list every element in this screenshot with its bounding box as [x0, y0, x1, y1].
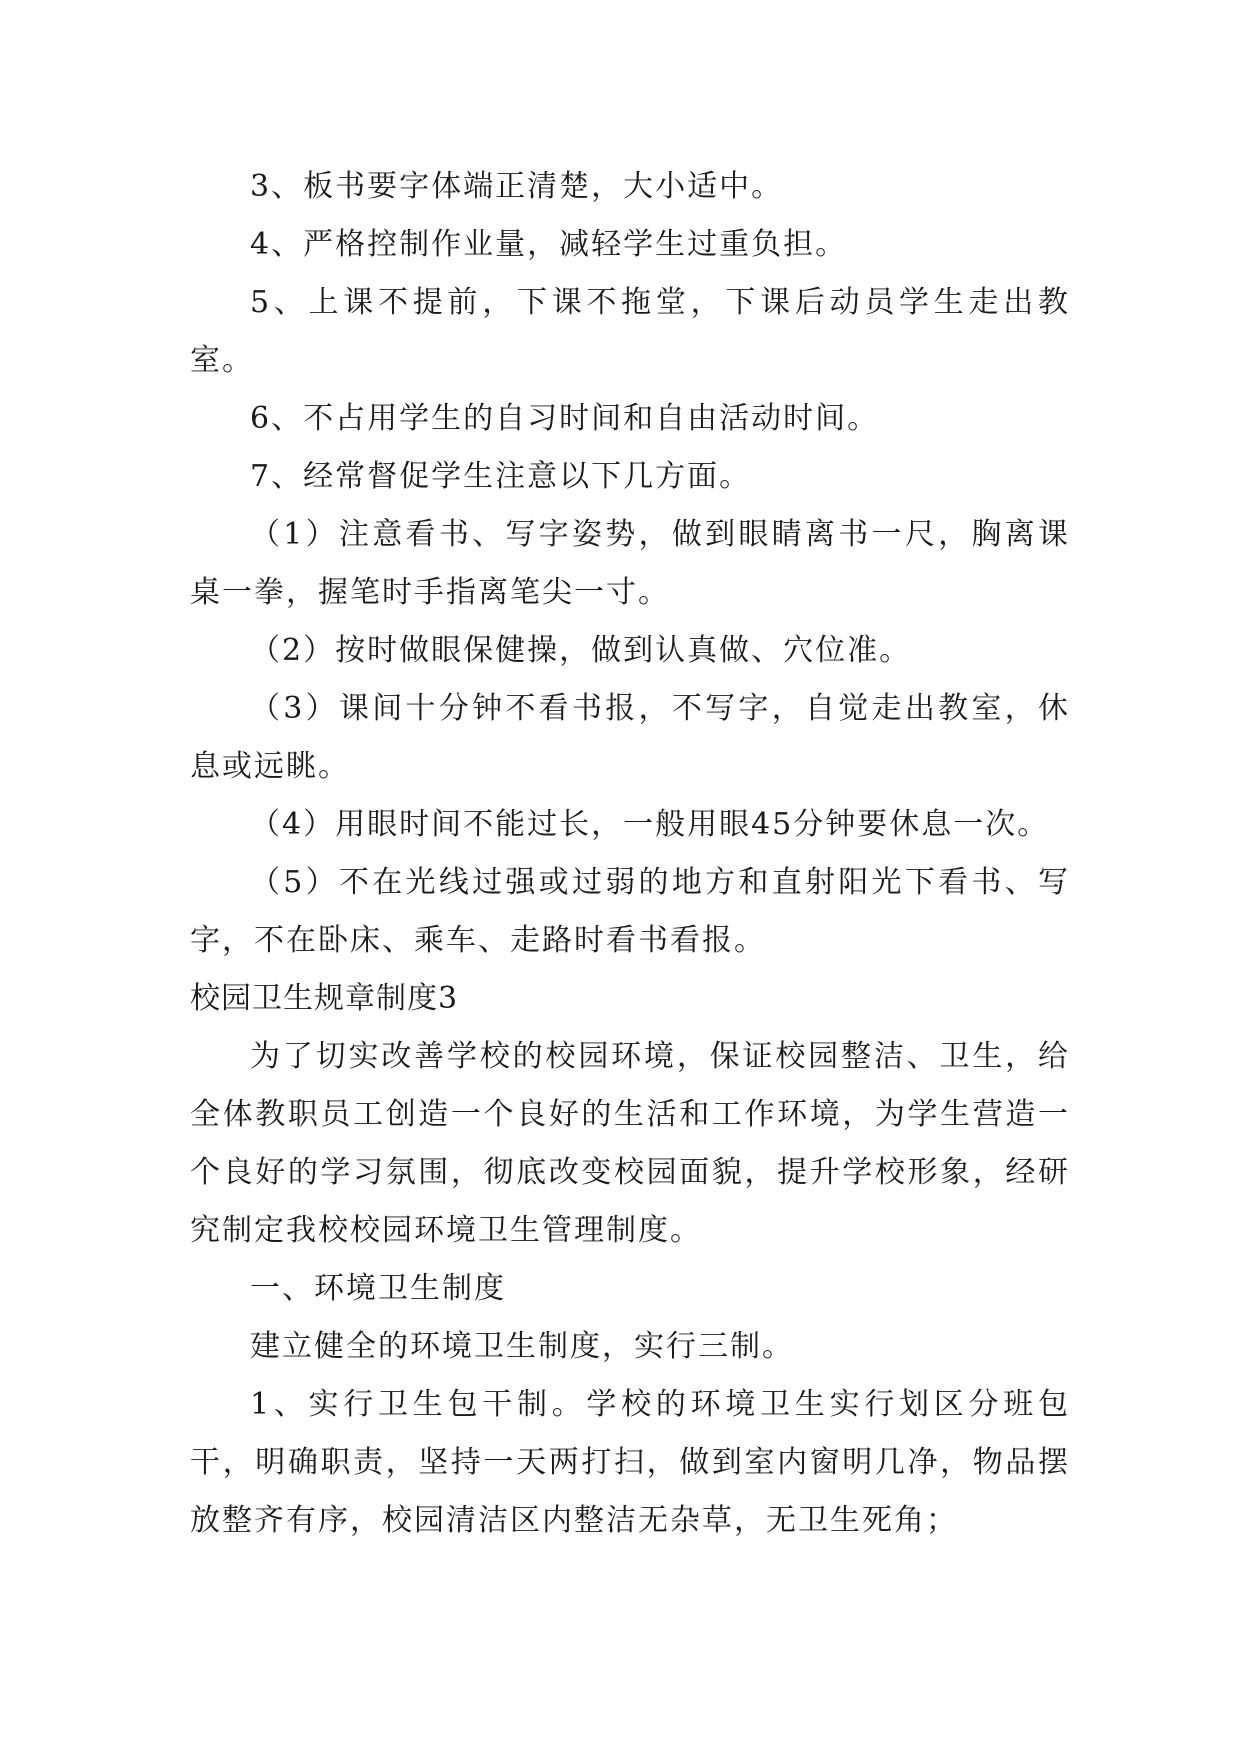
paragraph: 为了切实改善学校的校园环境，保证校园整洁、卫生，给全体教职员工创造一个良好的生活和工作环境，为学生营造一个良好的学习氛围，彻底改变校园面貌，提升学校形象，经研究制定我校校园环境卫生管理制度。	[190, 1039, 1070, 1248]
paragraph: 1、实行卫生包干制。学校的环境卫生实行划区分班包干，明确职责，坚持一天两打扫，做到室内窗明几净，物品摆放整齐有序，校园清洁区内整洁无杂草，无卫生死角；	[190, 1387, 1070, 1538]
paragraph: 6、不占用学生的自习时间和自由活动时间。	[250, 401, 880, 436]
paragraph: 一、环境卫生制度	[250, 1271, 506, 1306]
paragraph: （1）注意看书、写字姿势，做到眼睛离书一尺，胸离课桌一拳，握笔时手指离笔尖一寸。	[190, 517, 1070, 610]
paragraph: （5）不在光线过强或过弱的地方和直射阳光下看书、写字，不在卧床、乘车、走路时看书看报。	[190, 865, 1070, 958]
paragraph: （3）课间十分钟不看书报，不写字，自觉走出教室，休息或远眺。	[190, 691, 1070, 784]
document-body	[190, 158, 1070, 1550]
paragraph: 3、板书要字体端正清楚，大小适中。	[250, 169, 784, 204]
paragraph: 7、经常督促学生注意以下几方面。	[250, 459, 752, 494]
paragraph: 建立健全的环境卫生制度，实行三制。	[250, 1329, 794, 1364]
paragraph: 4、严格控制作业量，减轻学生过重负担。	[250, 227, 848, 262]
paragraph: （2）按时做眼保健操，做到认真做、穴位准。	[250, 633, 912, 668]
paragraph: （4）用眼时间不能过长，一般用眼45分钟要休息一次。	[250, 807, 1050, 842]
paragraph: 5、上课不提前，下课不拖堂，下课后动员学生走出教室。	[190, 285, 1070, 378]
section-title: 校园卫生规章制度3	[190, 981, 459, 1016]
